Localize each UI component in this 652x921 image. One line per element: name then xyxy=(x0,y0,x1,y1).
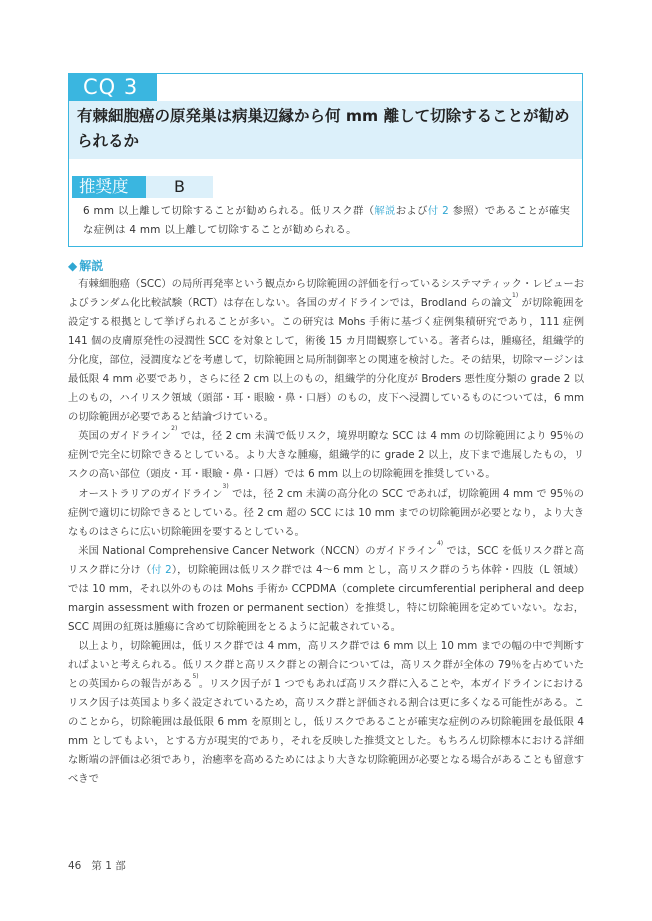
recommendation-text-2: および xyxy=(395,205,428,217)
paragraph-text: 有棘細胞癌（SCC）の局所再発率という観点から切除範囲の評価を行っているシステマティック・レビューおよびランダム化比較試験（RCT）は存在しない。各国のガイドラインでは，Brodland らの論文 xyxy=(68,278,584,310)
paragraph xyxy=(68,427,584,484)
paragraph-text: 以上より，切除範囲は，低リスク群では 4 mm，高リスク群では 6 mm 以上 10 mm までの幅の中で判断すればよいと考えられる。低リスク群と高リスク群との割合については，高リスク群が全体の 79％を占めていたとの英国からの報告がある xyxy=(68,639,584,690)
cq-title-band xyxy=(69,101,582,159)
reference-marker: 4) xyxy=(436,539,444,547)
page-number: 46 xyxy=(68,860,82,872)
paragraph xyxy=(68,482,584,542)
section-heading xyxy=(68,258,103,274)
recommendation-text xyxy=(83,202,579,240)
paragraph xyxy=(68,637,584,789)
clinical-question-box xyxy=(68,73,583,247)
recommendation-text-3: 参照）であることが確実な症例は 4 mm 以上離して切除することが勧められる。 xyxy=(83,205,571,236)
link-appendix-2[interactable]: 付 2 xyxy=(427,205,450,217)
page-footer xyxy=(68,858,126,873)
reference-marker: 3) xyxy=(222,482,229,490)
section-title: 解説 xyxy=(79,259,104,273)
cq-label: CQ 3 xyxy=(69,74,157,101)
paragraph-text: が切除範囲を設定する根拠として挙げられることが多い。この研究は Mohs 手術に基づく症例集積研究であり，111 症例 141 個の皮膚原発性の浸潤性 SCC を対象として，術後 15 カ月間観察している。著者らは，腫瘍径，組織学的分化度，部位，浸潤度などを考慮して，切除範囲と局所制御率との関連を検討した。その結果，切除マージンは最低限 4 mm 必要であり，さらに径 2 cm 以上のもの，組織学的分化度が Broders 悪性度分類の grade 2 以上のもの，ハイリスク領域（頭部・耳・眼瞼・鼻・口唇）のもの，皮下へ浸潤しているものについては，6 mm の切除範囲が必要であると結論づけている。 xyxy=(68,297,584,424)
paragraph-text: では，SCC を低リスク群と高リスク群に分け（ xyxy=(68,544,584,576)
paragraph xyxy=(68,539,585,637)
paragraph-text: オーストラリアのガイドライン xyxy=(78,487,223,500)
reference-marker: 1) xyxy=(512,292,519,300)
paragraph-text: では，径 2 cm 未満で低リスク，境界明瞭な SCC は 4 mm の切除範囲により 95％の症例で完全に切除できるとしている。より大きな腫瘍，組織学的に grade 2 以上，皮下まで進展したもの，リスクの高い部位（頭皮・耳・眼瞼・鼻・口唇）では 6 mm 以上の切除範囲を推奨している。 xyxy=(68,430,584,481)
commentary-body xyxy=(68,275,584,789)
diamond-icon: ◆ xyxy=(68,259,78,273)
part-label: 第 1 部 xyxy=(91,860,126,872)
paragraph-text: 。リスク因子が 1 つでもあれば高リスク群に入ることや，本ガイドラインにおけるリスク因子は英国より多く設定されているため，高リスク群と評価される割合は更に多くなる可能性がある。このことから，切除範囲は最低限 6 mm を原則とし，低リスクであることが確実な症例のみ切除範囲を最低限 4 mm としてもよい，とする方が現実的であり，それを反映した推奨文とした。もちろん切除標本における詳細な断端の評価は必須であり，治癒率を高めるためにはより大きな切除範囲が必要となる場合があることも留意すべきで xyxy=(68,677,584,786)
paragraph-text: 米国 National Comprehensive Cancer Network（NCCN）のガイドライン xyxy=(78,544,437,557)
recommendation-text-1: 6 mm 以上離して切除することが勧められる。低リスク群（ xyxy=(83,205,375,217)
reference-marker: 5) xyxy=(192,672,199,680)
link-commentary[interactable]: 解説 xyxy=(374,205,396,217)
recommendation-label: 推奨度 xyxy=(72,176,146,198)
paragraph-text: では，径 2 cm 未満の高分化の SCC であれば，切除範囲 4 mm で 95％の症例で適切に切除できるとしている。径 2 cm 超の SCC には 10 mm までの切除範囲が必要となり，より大きなものはさらに広い切除範囲を要するとしている。 xyxy=(68,487,584,538)
reference-marker: 2) xyxy=(171,425,178,433)
paragraph-text: 英国のガイドライン xyxy=(78,430,172,443)
paragraph-text: ），切除範囲は低リスク群では 4～6 mm とし，高リスク群のうち体幹・四肢（L 領域）では 10 mm，それ以外のものは Mohs 手術か CCPDMA（complete circumferential peripheral and deep margin assessment with frozen or permanent section）を推奨し，特に切除範囲を定めていない。なお，SCC 周囲の紅斑は腫瘍に含めて切除範囲をとるように記載されている。 xyxy=(68,563,585,633)
paragraph xyxy=(68,275,584,427)
link-appendix-2[interactable]: 付 2 xyxy=(151,563,172,576)
recommendation-grade: B xyxy=(146,176,213,198)
cq-question: 有棘細胞癌の原発巣は病巣辺縁から何 mm 離して切除することが勧められるか xyxy=(77,107,570,150)
